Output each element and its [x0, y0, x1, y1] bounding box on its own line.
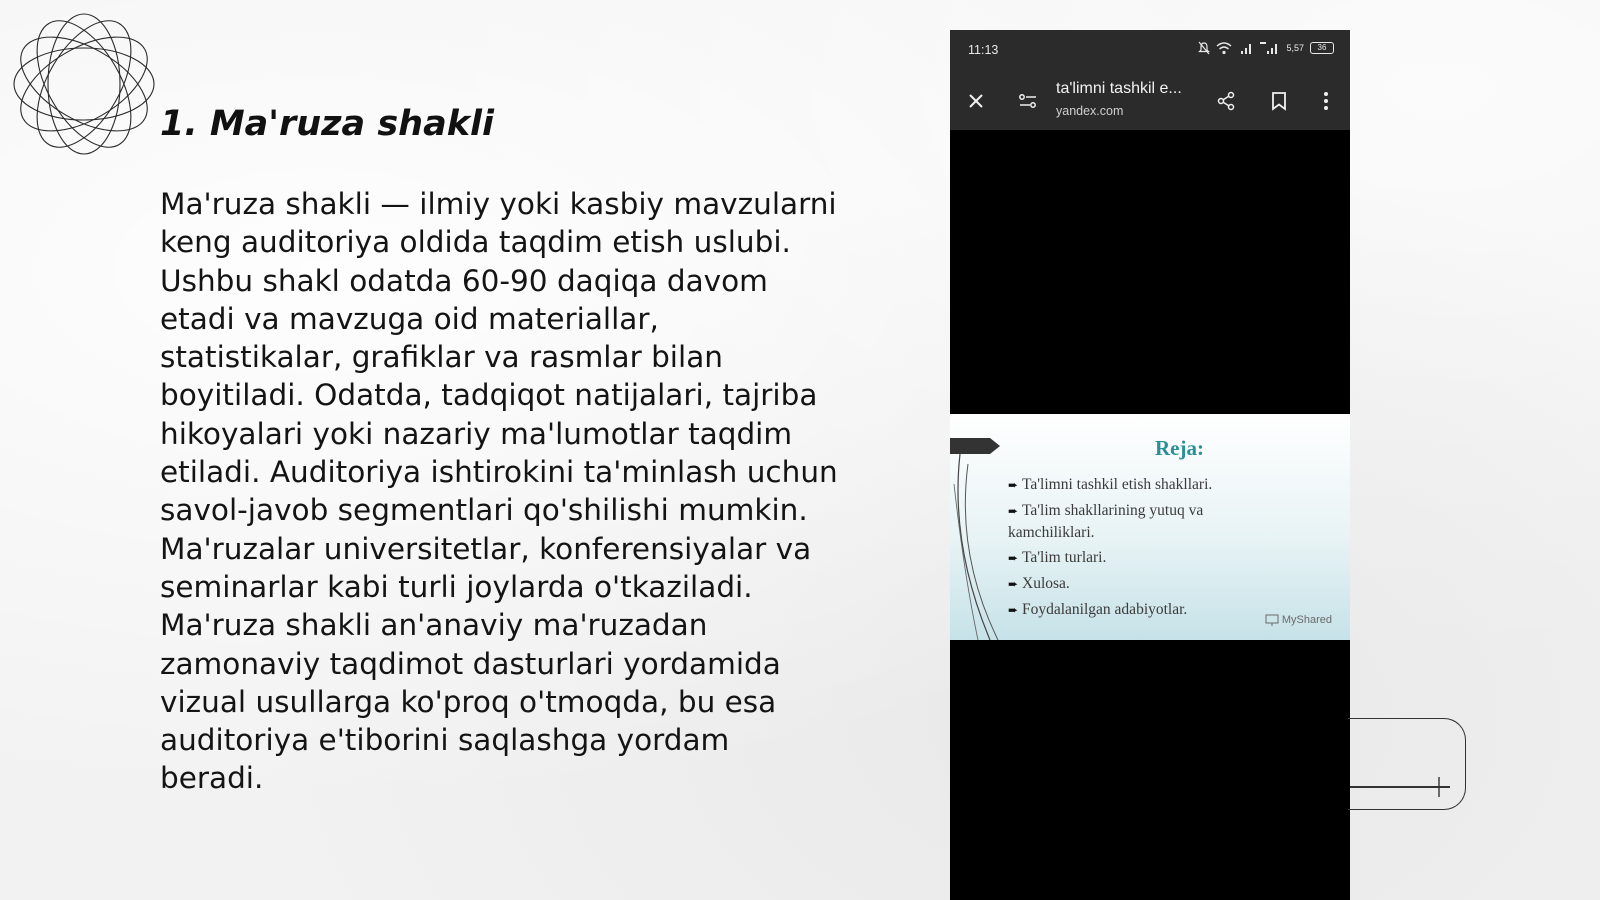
site-settings-button[interactable]	[1014, 87, 1042, 115]
document-list-item: ➨ Xulosa.	[1008, 573, 1070, 595]
signal-lte-icon	[1260, 41, 1280, 55]
speed-indicator: 5,57	[1286, 43, 1304, 53]
arrow-bullet-icon: ➨	[1008, 551, 1019, 565]
slide-curves-decoration	[950, 454, 1000, 640]
close-icon	[967, 92, 985, 110]
phone-screenshot	[950, 30, 1350, 900]
slide-body-text: Ma'ruza shakli — ilmiy yoki kasbiy mavzularni keng auditoriya oldida taqdim etish uslubi. Ushbu shakl odatda 60-90 daqiqa davom etadi va mavzuga oid materiallar, statistikalar, grafiklar va rasmlar bilan boyitiladi. Odatda, tadqiqot natijalari, tajriba hikoyalari yoki nazariy ma'lumotlar taqdim etiladi. Auditoriya ishtirokini ta'minlash uchun savol-javob segmentlari qo'shilishi mumkin. Ma'ruzalar universitetlar, konferensiyalar va seminarlar kabi turli joylarda o'tkaziladi. Ma'ruza shakli an'anaviy ma'ruzadan zamonaviy taqdimot dasturlari yordamida vizual usullarga ko'proq o'tmoqda, bu esa auditoriya e'tiborini saqlashga yordam beradi.	[160, 187, 838, 796]
myshared-watermark: MyShared	[1265, 614, 1332, 626]
close-tab-button[interactable]	[962, 87, 990, 115]
slide-tab-decoration	[950, 438, 1000, 454]
signal-icon	[1238, 41, 1254, 55]
arrow-bullet-icon: ➨	[1008, 603, 1019, 617]
document-list-item: ➨ Foydalanilgan adabiyotlar.	[1008, 599, 1187, 621]
arrow-bullet-icon: ➨	[1008, 504, 1019, 518]
arrow-bullet-icon: ➨	[1008, 478, 1019, 492]
document-list-item: ➨ Ta'lim turlari.	[1008, 547, 1106, 569]
slide-title: 1. Ma'ruza shakli	[160, 104, 494, 144]
more-vertical-icon	[1323, 91, 1329, 111]
more-menu-button[interactable]	[1312, 87, 1340, 115]
wifi-icon	[1216, 41, 1232, 55]
bookmark-button[interactable]	[1265, 87, 1293, 115]
browser-domain[interactable]: yandex.com	[1056, 104, 1124, 118]
share-icon	[1216, 91, 1236, 111]
presentation-icon	[1265, 614, 1279, 626]
document-slide-image	[950, 414, 1350, 640]
tune-icon	[1018, 92, 1038, 110]
status-time: 11:13	[968, 43, 999, 57]
document-list-item: ➨ Ta'lim shakllarining yutuq va kamchiliklari.	[1008, 502, 1204, 541]
status-icons	[1198, 41, 1334, 55]
plus-sparkle-icon	[1428, 776, 1450, 798]
spirograph-ornament-icon	[10, 10, 158, 158]
share-button[interactable]	[1212, 87, 1240, 115]
battery-icon: 36	[1310, 42, 1334, 54]
document-list-item: ➨ Ta'limni tashkil etish shakllari.	[1008, 474, 1212, 496]
document-heading: Reja:	[1155, 436, 1204, 460]
arrow-bullet-icon: ➨	[1008, 577, 1019, 591]
phone-status-bar	[950, 30, 1350, 72]
browser-page-title[interactable]: ta'limni tashkil e...	[1056, 80, 1182, 97]
mute-icon	[1198, 41, 1210, 55]
browser-toolbar	[950, 72, 1350, 130]
bookmark-icon	[1271, 91, 1287, 111]
